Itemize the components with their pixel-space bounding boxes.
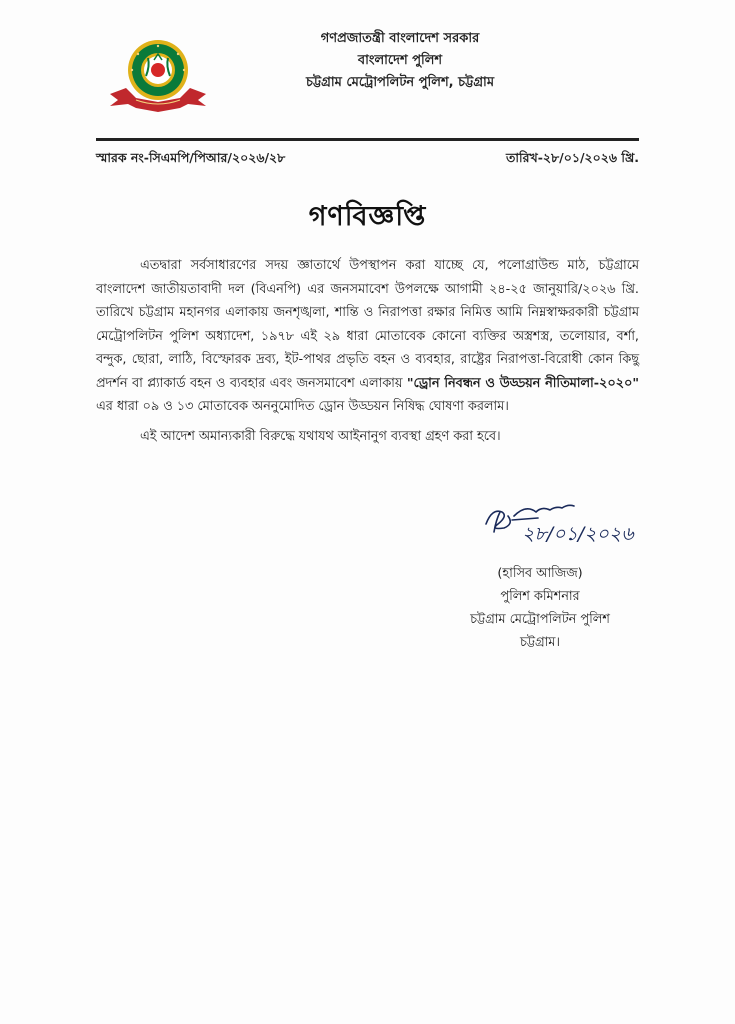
signatory-city: চট্টগ্রাম। [520, 635, 560, 650]
signatory-block [440, 562, 640, 654]
header-line-government: গণপ্রজাতন্ত্রী বাংলাদেশ সরকার [320, 31, 480, 46]
notice-paragraph [96, 254, 639, 419]
drone-policy-reference: "ড্রোন নিবন্ধন ও উড্ডয়ন নীতিমালা-২০২০" [406, 375, 639, 391]
paragraph-text: এর ধারা ০৯ ও ১৩ মোতাবেক অননুমোদিত ড্রোন উড্ডয়ন নিষিদ্ধ ঘোষণা করলাম। [96, 399, 509, 414]
signatory-office: চট্টগ্রাম মেট্রোপলিটন পুলিশ [470, 612, 610, 627]
memo-date: তারিখ-২৮/০১/২০২৬ খ্রি. [506, 150, 639, 165]
header-divider [96, 138, 639, 141]
government-header [250, 28, 550, 94]
signatory-name: (হাসিব আজিজ) [497, 566, 583, 581]
paragraph-text: এতদ্বারা সর্বসাধারণের সদয় জ্ঞাতার্থে উপস্থাপন করা যাচ্ছে যে, পলোগ্রাউন্ড মাঠ, চট্টগ্রামে বাংলাদেশ জাতীয়তাবাদী দল (বিএনপি) এর জনসমাবেশ উপলক্ষে আগামী ২৪-২৫ জানুয়ারি/২০২৬ খ্রি. তারিখে চট্টগ্রাম মহানগর এলাকায় জনশৃঙ্খলা, শান্তি ও নিরাপত্তা রক্ষার নিমিত্ত আমি নিম্নস্বাক্ষরকারী চট্টগ্রাম মেট্রোপলিটন পুলিশ অধ্যাদেশ, ১৯৭৮ এই ২৯ ধারা মোতাবেক কোনো ব্যক্তির অস্ত্রশস্ত্র, তলোয়ার, বর্শা, বন্দুক, ছোরা, লাঠি, বিস্ফোরক দ্রব্য, ইট-পাথর প্রভৃতি বহন ও ব্যবহার, রাষ্ট্রের নিরাপত্তা-বিরোধী কোন কিছু প্রদর্শন বা প্ল্যাকার্ড বহন ও ব্যবহার এবং জনসমাবেশ এলাকায় [96, 258, 639, 391]
signatory-designation: পুলিশ কমিশনার [500, 589, 580, 604]
bangladesh-police-emblem-icon [106, 36, 210, 116]
signature-date: ২৮/০১/২০২৬ [522, 523, 634, 545]
header-line-police: বাংলাদেশ পুলিশ [357, 53, 443, 68]
notice-title: গণবিজ্ঞপ্তি [308, 201, 427, 232]
header-line-office: চট্টগ্রাম মেট্রোপলিটন পুলিশ, চট্টগ্রাম [305, 75, 495, 90]
memo-reference: স্মারক নং-সিএমপি/পিআর/২০২৬/২৮ [96, 150, 286, 165]
notice-paragraph: এই আদেশ অমান্যকারী বিরুদ্ধে যথাযথ আইনানুগ ব্যবস্থা গ্রহণ করা হবে। [140, 428, 501, 444]
handwritten-signature [478, 494, 668, 550]
notice-body [96, 254, 639, 454]
